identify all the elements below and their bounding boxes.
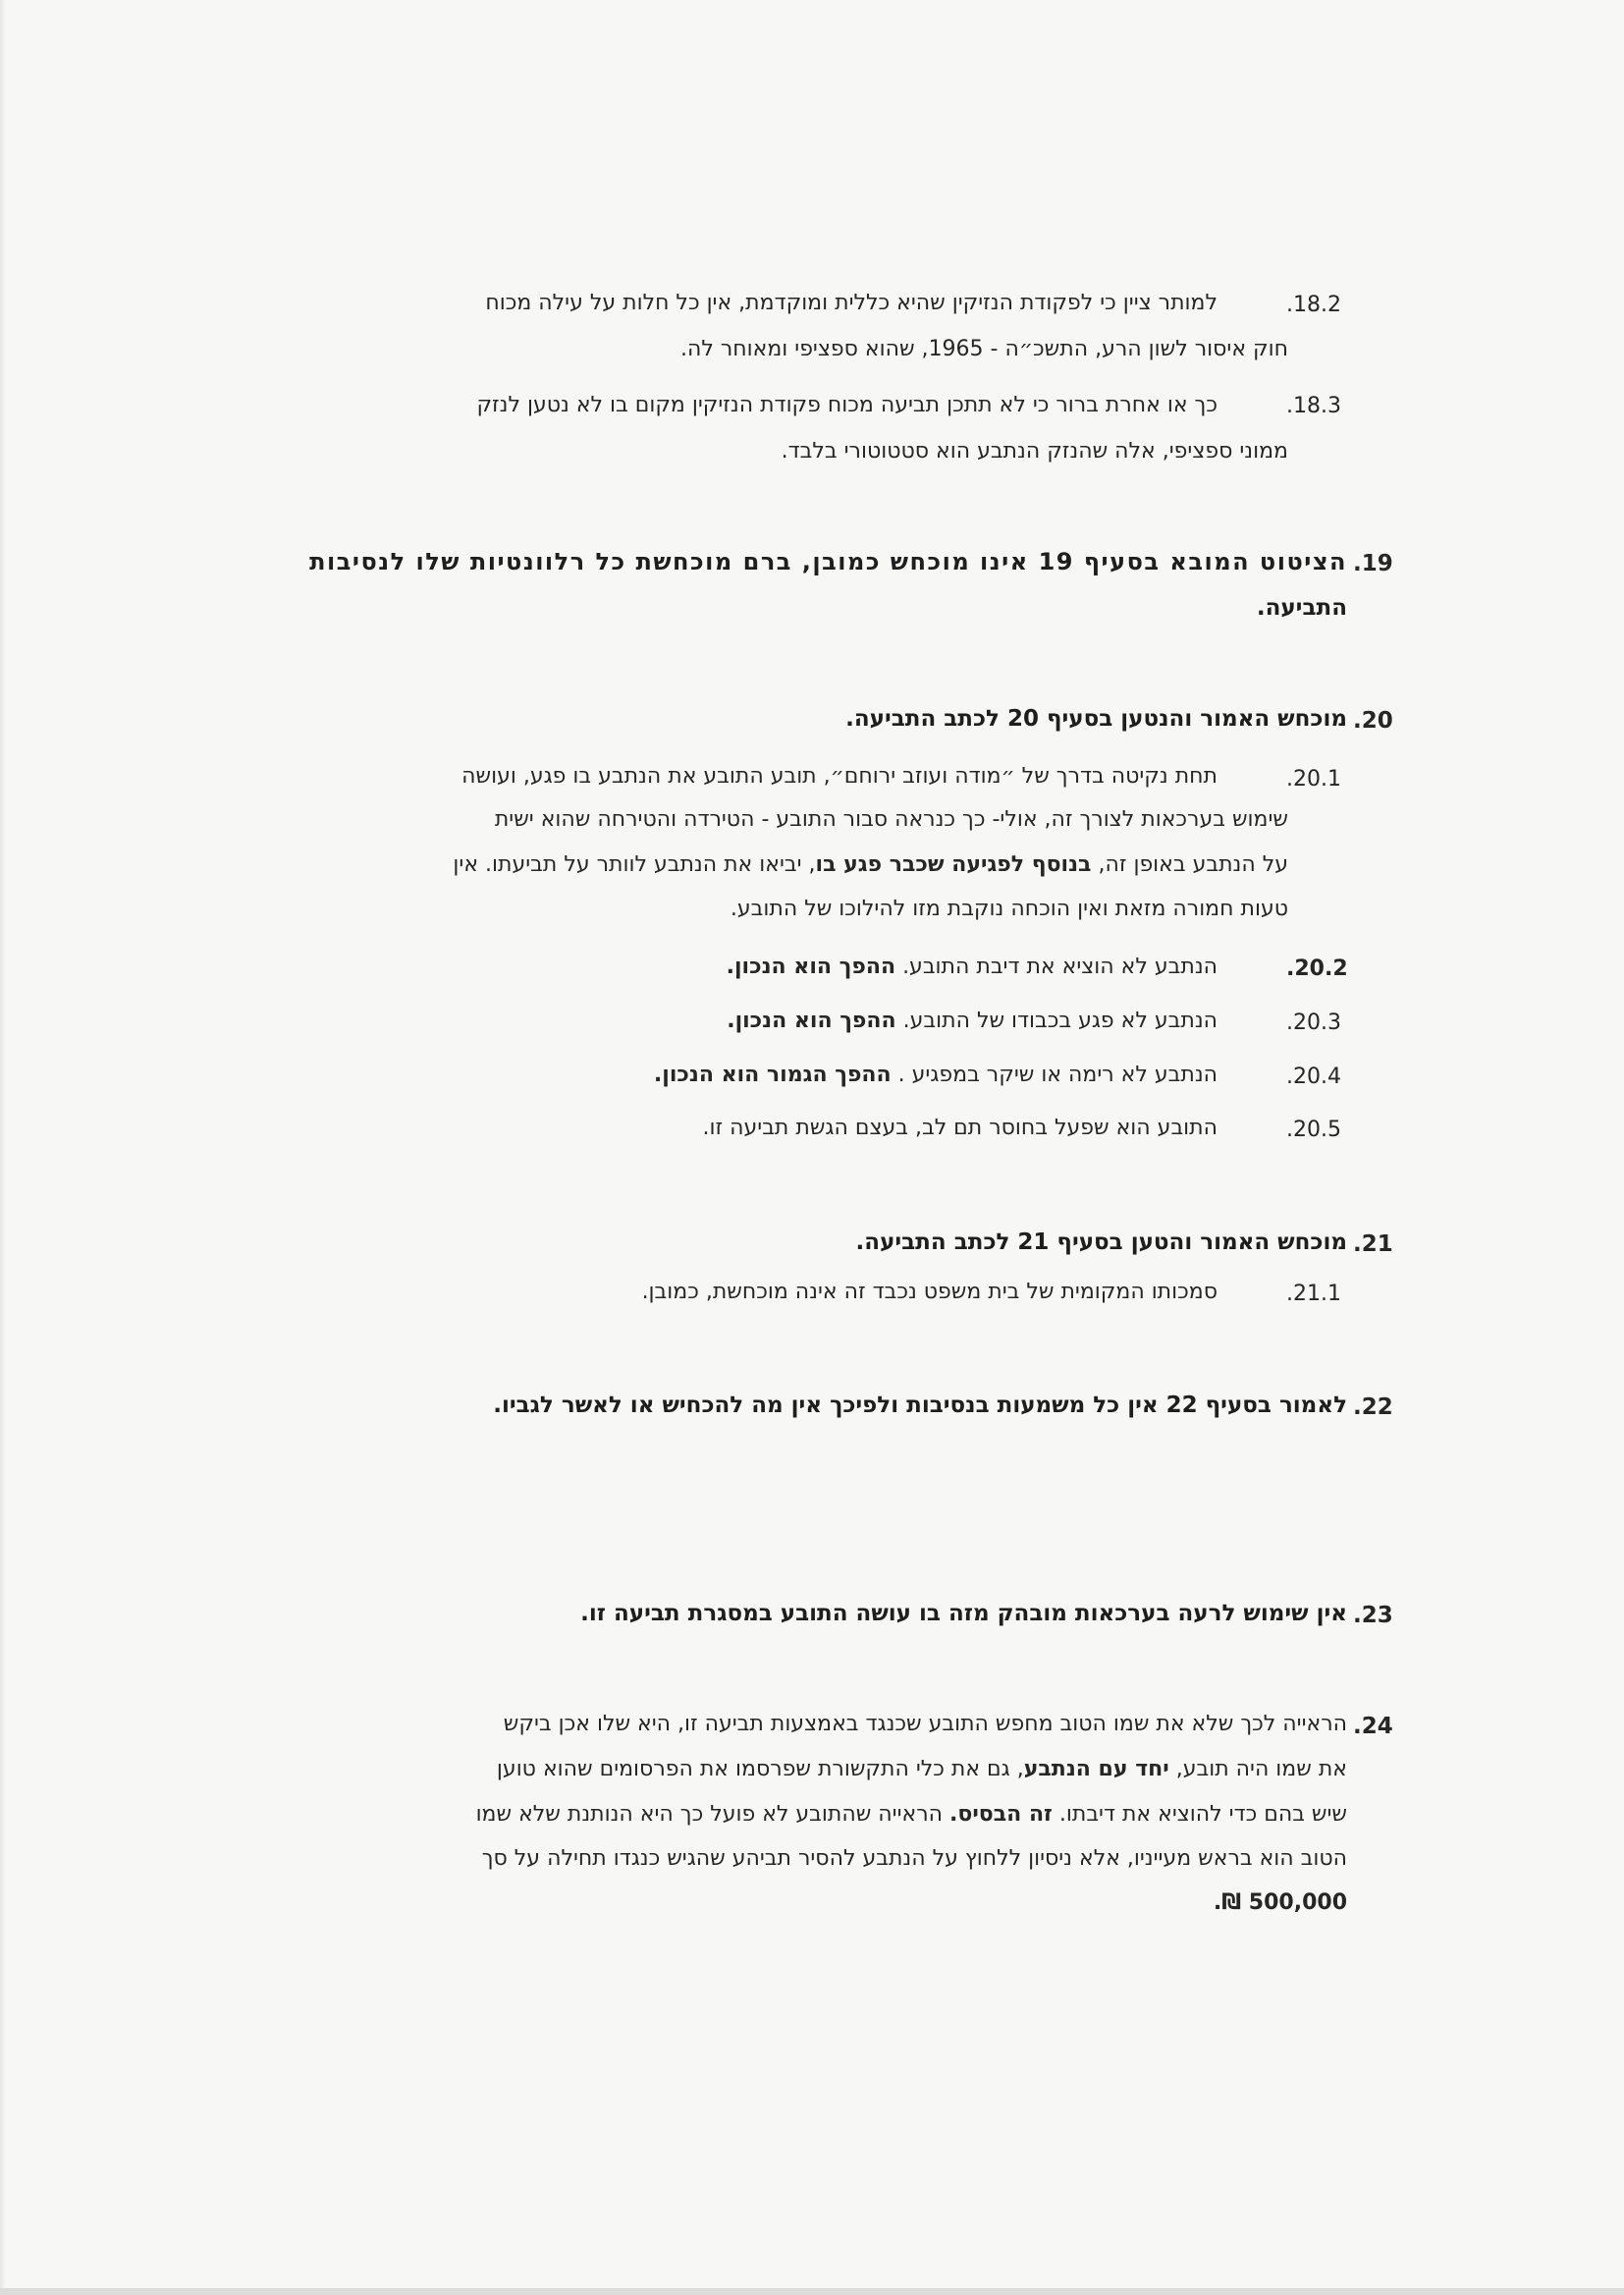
paragraph-24-line-3-a: שיש בהם כדי להוציא את דיבתו. <box>1058 1802 1347 1827</box>
paragraph-20-4-text: הנתבע לא רימה או שיקר במפגיע . <box>897 1063 1218 1087</box>
paragraph-24-emphasis-1: יחד עם הנתבע <box>1023 1757 1169 1781</box>
section-number-20-3: .20.3 <box>1286 1011 1341 1035</box>
paragraph-20-1-line-4: טעות חמורה מזאת ואין הוכחה נוקבת מזו להילוכו של התובע. <box>730 897 1288 921</box>
section-number-22: .22 <box>1353 1394 1393 1420</box>
section-number-19: .19 <box>1353 551 1393 576</box>
paragraph-24-line-2-b: , גם את כלי התקשורת שפרסמו את הפרסומים שהוא טוען <box>496 1757 1024 1781</box>
paragraph-20-5: התובע הוא שפעל בחוסר תם לב, בעצם הגשת תביעה זו. <box>702 1116 1218 1140</box>
paragraph-24-line-3-b: הראייה שהתובע לא פועל כך היא הנותנת שלא שמו <box>475 1802 944 1827</box>
section-number-24: .24 <box>1353 1714 1393 1739</box>
section-23-heading: אין שימוש לרעה בערכאות מובהק מזה בו עושה התובע במסגרת תביעה זו. <box>580 1601 1347 1626</box>
section-number-20-2: .20.2 <box>1286 956 1348 981</box>
section-number-18-2: .18.2 <box>1286 293 1341 317</box>
paragraph-20-3 <box>727 1007 1218 1036</box>
paragraph-24-line-2-a: את שמו היה תובע, <box>1175 1757 1347 1781</box>
section-number-20-5: .20.5 <box>1286 1118 1341 1142</box>
section-22-heading: לאמור בסעיף 22 אין כל משמעות בנסיבות ולפיכך אין מה להכחיש או לאשר לגביו. <box>493 1393 1347 1418</box>
section-number-21-1: .21.1 <box>1286 1282 1341 1306</box>
paragraph-20-3-text: הנתבע לא פגע בכבודו של התובע. <box>902 1009 1218 1033</box>
section-21-heading: מוכחש האמור והטען בסעיף 21 לכתב התביעה. <box>855 1229 1347 1255</box>
paragraph-20-1-line-3-b: , יביאו את הנתבע לוותר על תביעתו. אין <box>453 852 816 877</box>
section-number-20-1: .20.1 <box>1286 767 1341 792</box>
paragraph-24-line-5: 500,000 ₪. <box>1213 1890 1347 1915</box>
paragraph-20-2-emphasis: ההפך הוא הנכון. <box>726 955 896 979</box>
paragraph-24-line-2 <box>497 1755 1347 1784</box>
paragraph-18-3-line-2: ממוני ספציפי, אלה שהנזק הנתבע הוא סטטוטורי בלבד. <box>781 439 1288 464</box>
section-number-21: .21 <box>1353 1231 1393 1257</box>
section-number-18-3: .18.3 <box>1286 394 1341 418</box>
paragraph-20-4-emphasis: ההפך הגמור הוא הנכון. <box>653 1063 892 1087</box>
paragraph-19-line-2: התביעה. <box>1256 595 1347 621</box>
paragraph-24-line-1: הראייה לכך שלא את שמו הטוב מחפש התובע שכנגד באמצעות תביעה זו, היא שלו אכן ביקש <box>503 1712 1347 1736</box>
paragraph-20-2-text: הנתבע לא הוציא את דיבת התובע. <box>902 955 1218 979</box>
paragraph-20-1-line-3-a: על הנתבע באופן זה, <box>1098 852 1288 877</box>
paragraph-20-3-emphasis: ההפך הוא הנכון. <box>727 1009 896 1033</box>
paragraph-21-1: סמכותו המקומית של בית משפט נכבד זה אינה מוכחשת, כמובן. <box>641 1280 1218 1304</box>
paragraph-18-3-line-1: כך או אחרת ברור כי לא תתכן תביעה מכוח פקודת הנזיקין מקום בו לא נטען לנזק <box>476 393 1218 417</box>
section-number-20: .20 <box>1353 708 1393 734</box>
paragraph-20-1-emphasis: בנוסף לפגיעה שכבר פגע בו <box>815 852 1092 877</box>
paragraph-20-2 <box>727 953 1218 982</box>
scan-shadow <box>0 0 6 2295</box>
paragraph-18-2-line-1: למותר ציין כי לפקודת הנזיקין שהיא כללית ומוקדמת, אין כל חלות על עילה מכוח <box>485 291 1218 315</box>
paragraph-24-line-4: הטוב הוא בראש מעייניו, אלא ניסיון ללחוץ על הנתבע להסיר תביהע שהגיש כנגדו תחילה על סך <box>481 1846 1347 1871</box>
page-bottom-edge <box>0 2288 1624 2295</box>
paragraph-18-2-line-2: חוק איסור לשון הרע, התשכ״ה - 1965, שהוא ספציפי ומאוחר לה. <box>679 337 1288 361</box>
paragraph-20-1-line-3 <box>453 850 1288 880</box>
section-20-heading: מוכחש האמור והנטען בסעיף 20 לכתב התביעה. <box>845 706 1347 732</box>
paragraph-24-emphasis-2: זה הבסיס. <box>949 1802 1053 1827</box>
paragraph-24-line-3 <box>476 1800 1347 1830</box>
section-number-23: .23 <box>1353 1603 1393 1628</box>
paragraph-20-1-line-1: תחת נקיטה בדרך של ״מודה ועוזב ירוחם״, תובע התובע את הנתבע בו פגע, ועושה <box>461 764 1218 789</box>
paragraph-20-4 <box>654 1061 1218 1090</box>
section-number-20-4: .20.4 <box>1286 1065 1341 1089</box>
paragraph-19-line-1: הציטוט המובא בסעיף 19 אינו מוכחש כמובן, ברם מוכחשת כל רלוונטיות שלו לנסיבות <box>309 548 1347 575</box>
paragraph-20-1-line-2: שימוש בערכאות לצורך זה, אולי- כך כנראה סבור התובע - הטירדה והטירחה שהוא ישית <box>494 807 1288 832</box>
